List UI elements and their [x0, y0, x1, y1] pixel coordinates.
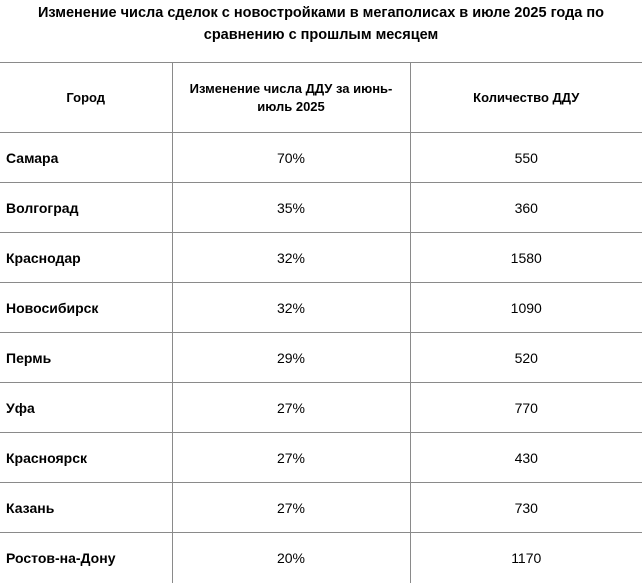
- count-cell: 730: [410, 483, 642, 533]
- change-cell: 20%: [172, 533, 410, 583]
- table-row: [0, 333, 642, 383]
- table-row: [0, 233, 642, 283]
- deals-table: [0, 62, 642, 583]
- column-header-count: Количество ДДУ: [410, 63, 642, 133]
- table-row: [0, 533, 642, 583]
- count-cell: 550: [410, 133, 642, 183]
- change-cell: 27%: [172, 433, 410, 483]
- table-row: [0, 133, 642, 183]
- city-cell: Красноярск: [0, 433, 172, 483]
- city-cell: Новосибирск: [0, 283, 172, 333]
- change-cell: 35%: [172, 183, 410, 233]
- city-cell: Самара: [0, 133, 172, 183]
- count-cell: 1090: [410, 283, 642, 333]
- city-cell: Ростов-на-Дону: [0, 533, 172, 583]
- count-cell: 1580: [410, 233, 642, 283]
- city-cell: Пермь: [0, 333, 172, 383]
- change-cell: 70%: [172, 133, 410, 183]
- change-cell: 27%: [172, 383, 410, 433]
- count-cell: 1170: [410, 533, 642, 583]
- table-row: [0, 433, 642, 483]
- city-cell: Казань: [0, 483, 172, 533]
- change-cell: 27%: [172, 483, 410, 533]
- change-cell: 32%: [172, 283, 410, 333]
- page-title: Изменение числа сделок с новостройками в мегаполисах в июле 2025 года по сравнению с прошлым месяцем: [0, 2, 642, 46]
- change-cell: 29%: [172, 333, 410, 383]
- city-cell: Краснодар: [0, 233, 172, 283]
- table-row: [0, 183, 642, 233]
- column-header-change: Изменение числа ДДУ за июнь-июль 2025: [172, 63, 410, 133]
- table-row: [0, 383, 642, 433]
- count-cell: 770: [410, 383, 642, 433]
- city-cell: Уфа: [0, 383, 172, 433]
- change-cell: 32%: [172, 233, 410, 283]
- column-header-city: Город: [0, 63, 172, 133]
- table-row: [0, 483, 642, 533]
- table-header-row: [0, 63, 642, 133]
- count-cell: 520: [410, 333, 642, 383]
- count-cell: 430: [410, 433, 642, 483]
- count-cell: 360: [410, 183, 642, 233]
- city-cell: Волгоград: [0, 183, 172, 233]
- table-row: [0, 283, 642, 333]
